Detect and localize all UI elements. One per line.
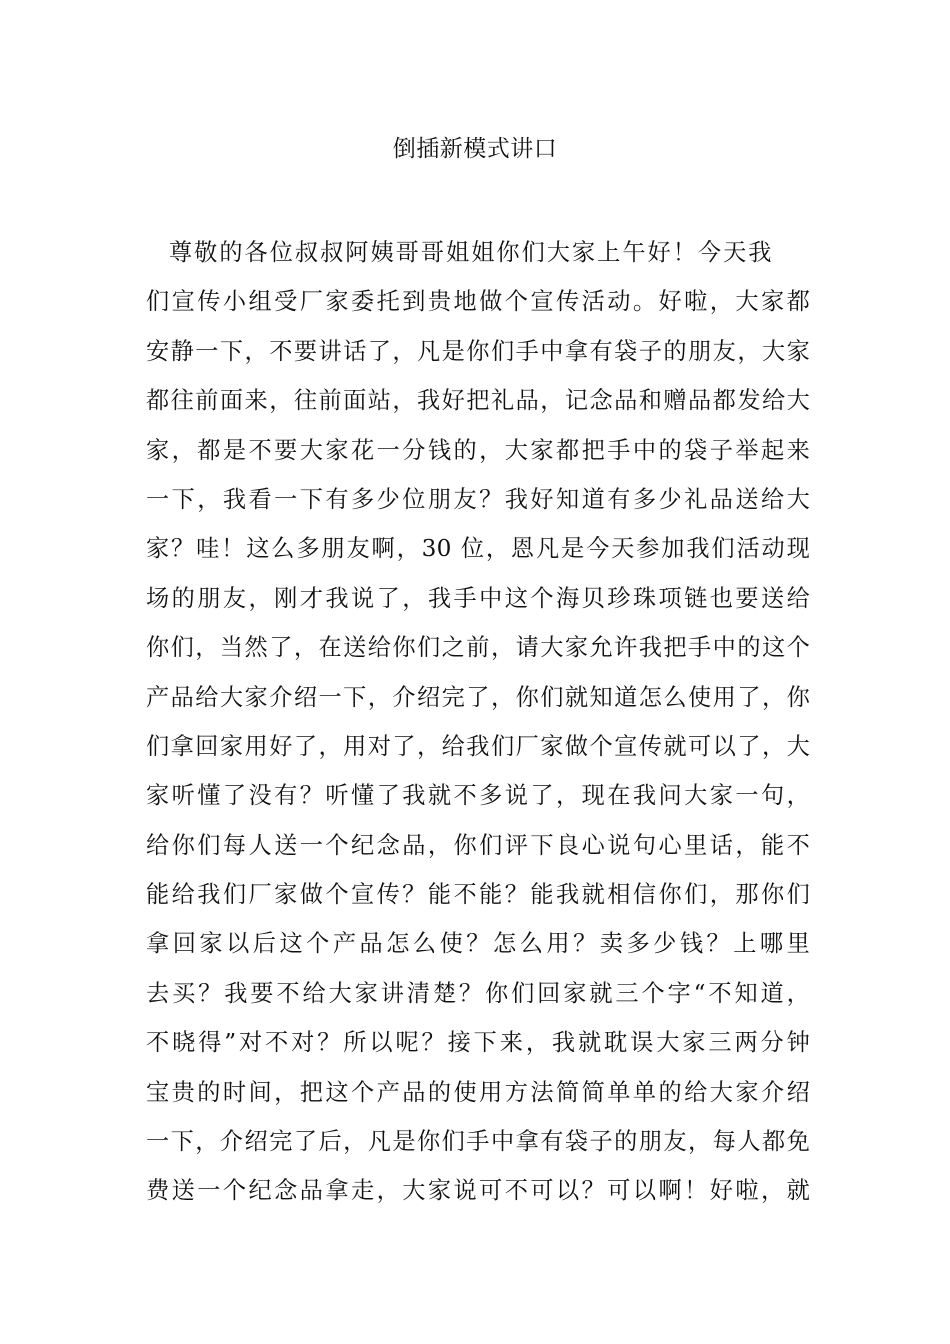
body-line: 安静一下，不要讲话了，凡是你们手中拿有袋子的朋友，大家 (146, 337, 810, 365)
body-line: 家？哇！这么多朋友啊，30 位，恩凡是今天参加我们活动现 (146, 535, 810, 563)
body-line: 尊敬的各位叔叔阿姨哥哥姐姐你们大家上午好！今天我 (169, 239, 774, 266)
body-line: 场的朋友，刚才我说了，我手中这个海贝珍珠项链也要送给 (146, 584, 810, 612)
body-line: 费送一个纪念品拿走，大家说可不可以？可以啊！好啦，就 (146, 1177, 810, 1205)
body-line: 家，都是不要大家花一分钱的，大家都把手中的袋子举起来 (146, 436, 810, 464)
body-line: 一下，我看一下有多少位朋友？我好知道有多少礼品送给大 (146, 485, 810, 513)
body-line: 们宣传小组受厂家委托到贵地做个宣传活动。好啦，大家都 (146, 288, 810, 316)
document-title: 倒插新模式讲口 (392, 136, 558, 162)
body-line: 你们，当然了，在送给你们之前，请大家允许我把手中的这个 (146, 634, 810, 662)
body-line: 去买？我要不给大家讲清楚？你们回家就三个字“不知道， (146, 979, 810, 1007)
body-line: 都往前面来，往前面站，我好把礼品，记念品和赠品都发给大 (146, 387, 810, 415)
body-line: 给你们每人送一个纪念品，你们评下良心说句心里话，能不 (146, 831, 810, 859)
body-line: 能给我们厂家做个宣传？能不能？能我就相信你们，那你们 (146, 881, 810, 909)
body-line: 一下，介绍完了后，凡是你们手中拿有袋子的朋友，每人都免 (146, 1128, 810, 1156)
body-line: 拿回家以后这个产品怎么使？怎么用？卖多少钱？上哪里 (146, 930, 810, 958)
body-line: 家听懂了没有？听懂了我就不多说了，现在我问大家一句， (146, 782, 810, 810)
body-line: 们拿回家用好了，用对了，给我们厂家做个宣传就可以了，大 (146, 732, 810, 760)
body-line: 不晓得”对不对？所以呢？接下来，我就耽误大家三两分钟 (146, 1029, 810, 1057)
document-body (146, 228, 810, 1216)
body-line: 产品给大家介绍一下，介绍完了，你们就知道怎么使用了，你 (146, 683, 810, 711)
body-line: 宝贵的时间，把这个产品的使用方法简简单单的给大家介绍 (146, 1078, 810, 1106)
